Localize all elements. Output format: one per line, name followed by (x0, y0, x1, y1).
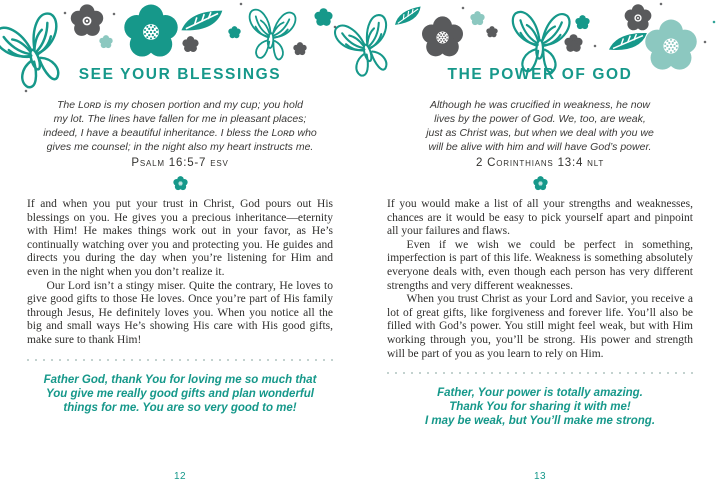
scripture-line: indeed, I have a beautiful inheritance. I bless the Lᴏʀᴅ who (43, 127, 317, 139)
prayer-line: Father God, thank You for loving me so much that (43, 373, 317, 386)
prayer-line: I may be weak, but You’ll make me strong. (424, 415, 656, 428)
flower-divider-icon (173, 176, 188, 191)
scripture-quote (27, 98, 333, 154)
scripture-quote (387, 98, 693, 154)
prayer-text (387, 386, 693, 428)
page-number: 13 (533, 471, 547, 482)
prayer-text (27, 373, 333, 415)
devotional-paragraph: Even if we wish we could be perfect in something, imperfection is part of this life. Weakness is something absolutely everyone deals with, even though each person has very different strengths and very different weaknesses. (387, 238, 693, 292)
scripture-reference: Psalm 16:5-7 esv (131, 157, 229, 169)
scripture-line: will be alive with him and will have God’s power. (428, 141, 652, 153)
scripture-line: gives me counsel; in the night also my heart instructs me. (46, 141, 314, 153)
page-left-content (0, 0, 360, 415)
devotional-paragraph: When you trust Christ as your Lord and Savior, you receive a lot of great gifts, like forgiveness and forever life. You’ll also be filled with God’s power. You still might feel weak, but with Him working through you, you’ll be strong. His power and strength will be part of you as you learn to rely on Him. (387, 293, 693, 360)
scripture-line: my lot. The lines have fallen for me in pleasant places; (53, 113, 307, 125)
devotional-paragraph: If you would make a list of all your strengths and weaknesses, chances are it would be easy to pick yourself apart and pinpoint all your failures and flaws. (387, 198, 693, 238)
page-number: 12 (173, 471, 187, 482)
page-right-content (360, 0, 720, 428)
flower-divider-icon (533, 176, 548, 191)
scripture-reference: 2 Corinthians 13:4 nlt (475, 157, 605, 169)
devotional-paragraph: If and when you put your trust in Christ, God pours out His blessings on you. He gives you a precious inheritance—eternity with Him! He makes things work out in your favor, as He’s continually watching over you and protecting you. He guides and directs you during the day when you’re listening for Him and even in the night when you don’t realize it. (27, 198, 333, 278)
prayer-line: Thank You for sharing it with me! (449, 401, 631, 414)
page-title: SEE YOUR BLESSINGS (78, 66, 282, 83)
scripture-line: The Lᴏʀᴅ is my chosen portion and my cup; you hold (56, 99, 304, 111)
scripture-line: just as Christ was, but when we deal with you we (426, 127, 654, 139)
prayer-line: things for me. You are so very good to me! (63, 401, 297, 414)
devotional-text (387, 198, 693, 361)
prayer-line: Father, Your power is totally amazing. (437, 387, 643, 400)
prayer-line: You give me really good gifts and plan wonderful (46, 387, 314, 400)
dotted-divider (27, 359, 333, 361)
dotted-divider (387, 372, 693, 374)
devotional-paragraph: Our Lord isn’t a stingy miser. Quite the contrary, He loves to give good gifts to those He loves. Once you’re part of His family through Jesus, He definitely loves you. When you notice all the big and small ways He’s showing His care with His good gifts, make sure to thank Him! (27, 279, 333, 346)
devotional-text (27, 198, 333, 348)
scripture-line: Although he was crucified in weakness, he now (429, 99, 651, 111)
page-right (360, 0, 720, 504)
scripture-line: lives by the power of God. We, too, are weak, (434, 113, 646, 125)
page-title: THE POWER OF GOD (447, 66, 633, 83)
